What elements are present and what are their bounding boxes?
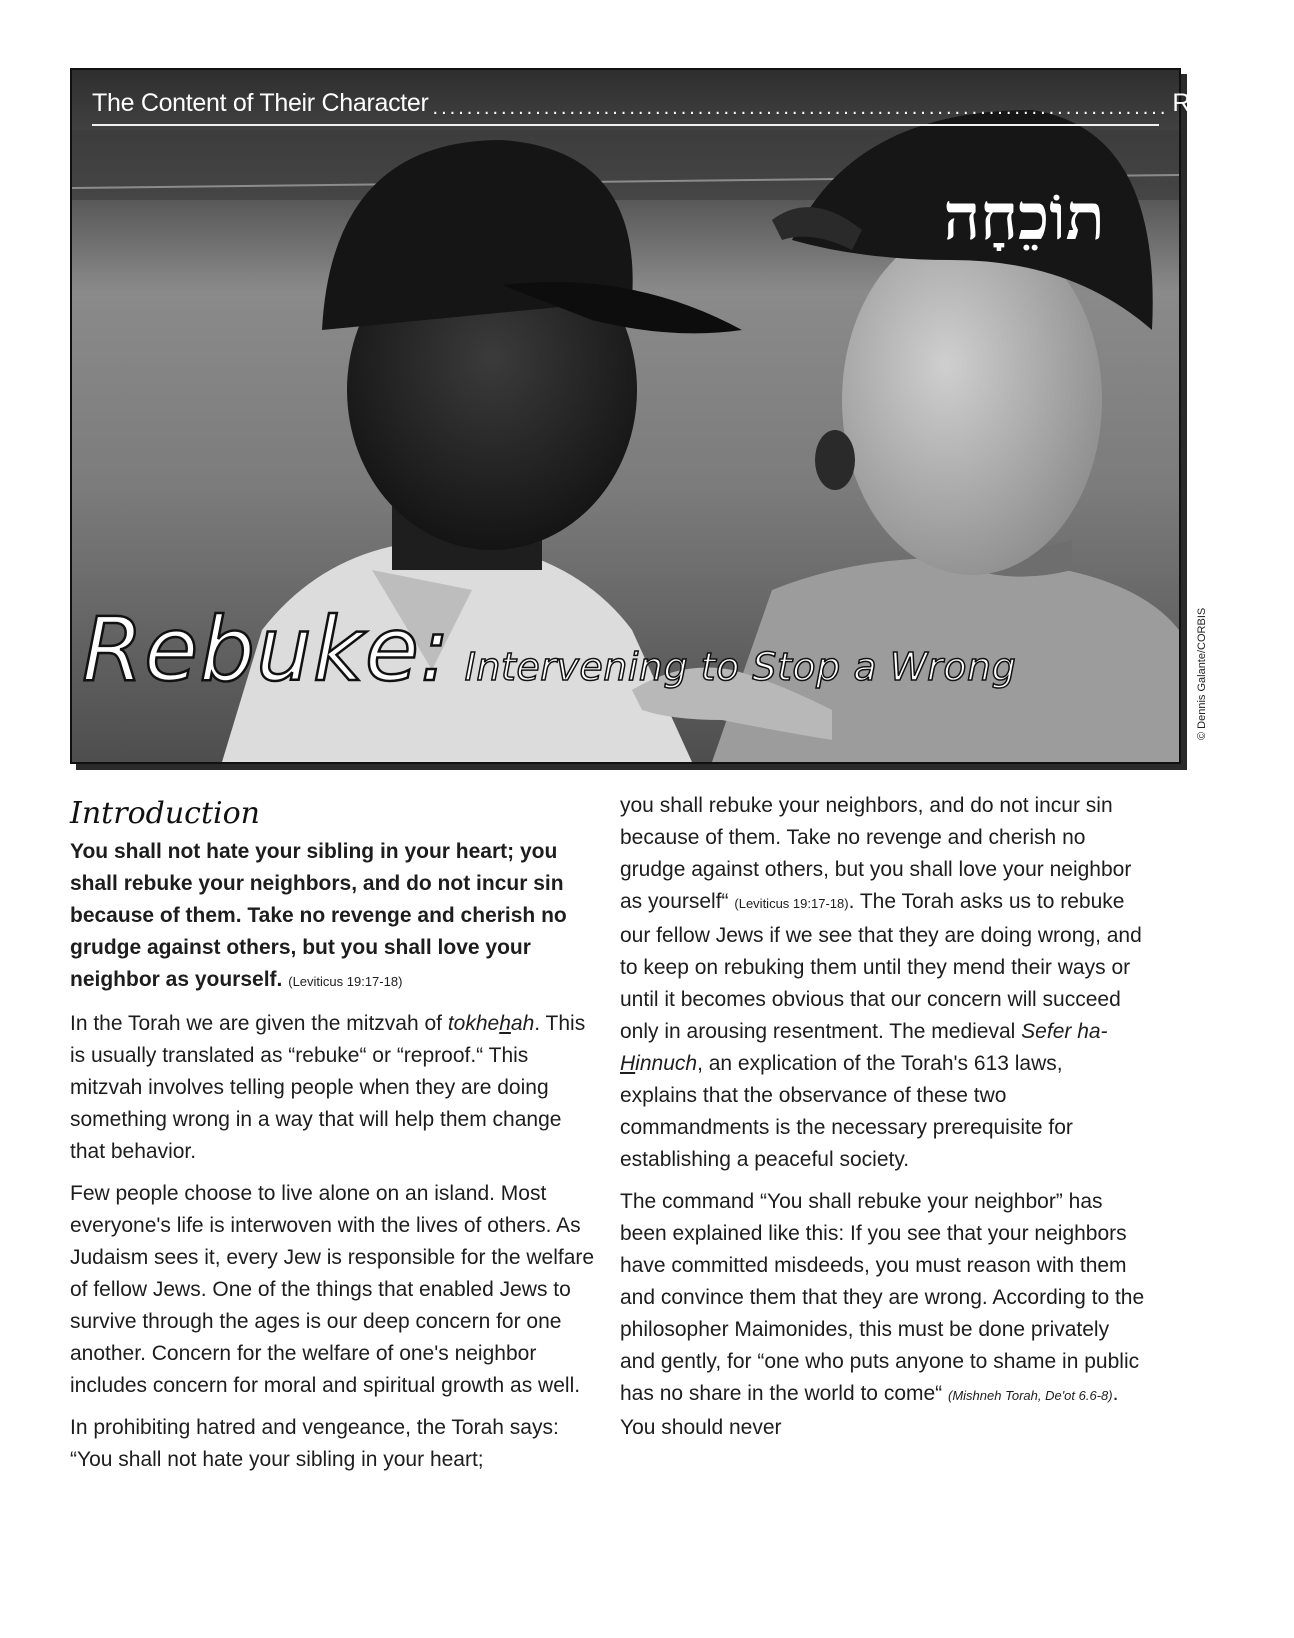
hebrew-term	[448, 1012, 534, 1035]
inline-citation: (Leviticus 19:17-18)	[734, 896, 849, 911]
leader-dots: ......................................................................................	[432, 97, 1169, 119]
paragraph-text: you shall rebuke your neighbors, and do not incur sin because of them. Take no revenge and cherish no grudge against others, but you shall love your neighbor as yourself“	[620, 794, 1132, 913]
inline-citation: (Mishneh Torah, De'ot 6.6-8)	[948, 1388, 1113, 1403]
term-part: ah	[510, 1012, 535, 1035]
verse-citation: (Leviticus 19:17-18)	[288, 974, 403, 989]
paragraph-text: . You should never	[620, 1382, 1119, 1439]
paragraph: Few people choose to live alone on an island. Most everyone's life is interwoven with the lives of others. As Judaism sees it, every Jew is responsible for the welfare of fellow Jews. One of the things that enabled Jews to survive through the ages is our deep concern for one another. Concern for the welfare of one's neighbor includes concern for moral and spiritual growth as well.	[70, 1182, 595, 1397]
book-part: Sefer ha-	[1021, 1020, 1108, 1043]
paragraph: In prohibiting hatred and vengeance, the Torah says: “You shall not hate your sibling in your heart;	[70, 1416, 559, 1471]
term-part: tokhe	[447, 1012, 500, 1035]
title-main: Rebuke:	[82, 598, 451, 701]
book-part-underlined: H	[620, 1052, 636, 1075]
title-subtitle: Intervening to Stop a Wrong	[464, 645, 1017, 689]
paragraph-text: The command “You shall rebuke your neighbor” has been explained like this: If you see that your neighbors have committed misdeeds, you must reason with them and convince them that they are wrong. According to the philosopher Maimonides, this must be done privately and gently, for “one who puts anyone to shame in public has no share in the world to come“	[620, 1190, 1145, 1405]
epigraph-verse	[70, 836, 595, 998]
paragraph-text: . This is usually translated as “rebuke“ or “reproof.“ This mitzvah involves telling people when they are doing something wrong in a way that will help them change that behavior.	[70, 1012, 586, 1163]
right-column	[620, 790, 1145, 1454]
header-divider	[92, 124, 1159, 126]
term-part-underlined: h	[499, 1012, 511, 1035]
book-part: innuch	[635, 1052, 698, 1075]
paragraph-text: , an explication of the Torah's 613 laws, explains that the observance of these two commandments is the necessary prerequisite for establishing a peaceful society.	[620, 1052, 1073, 1171]
paragraph	[620, 790, 1145, 1176]
hero-title	[82, 598, 1172, 701]
left-column	[70, 790, 595, 1486]
verse-text: You shall not hate your sibling in your heart; you shall rebuke your neighbors, and do not incur sin because of them. Take no revenge and cherish no grudge against others, but you shall love your neighbor as yourself.	[70, 840, 567, 991]
hebrew-title: תוֹכֵחָה	[943, 180, 1105, 255]
running-header	[92, 84, 1294, 119]
paragraph	[70, 1008, 595, 1168]
paragraph-text: In the Torah we are given the mitzvah of	[70, 1012, 448, 1035]
series-title: The Content of Their Character	[92, 89, 429, 117]
section-heading: Introduction	[70, 796, 260, 831]
photo-credit: © Dennis Galante/CORBIS	[1196, 607, 1208, 740]
paragraph	[620, 1186, 1145, 1444]
author-name: Ron Isaacs	[1172, 89, 1294, 117]
paragraph-text: . The Torah asks us to rebuke our fellow Jews if we see that they are doing wrong, and to keep on rebuking them until they mend their ways or until it becomes obvious that our concern will succeed only in arousing resentment. The medieval	[620, 890, 1142, 1043]
